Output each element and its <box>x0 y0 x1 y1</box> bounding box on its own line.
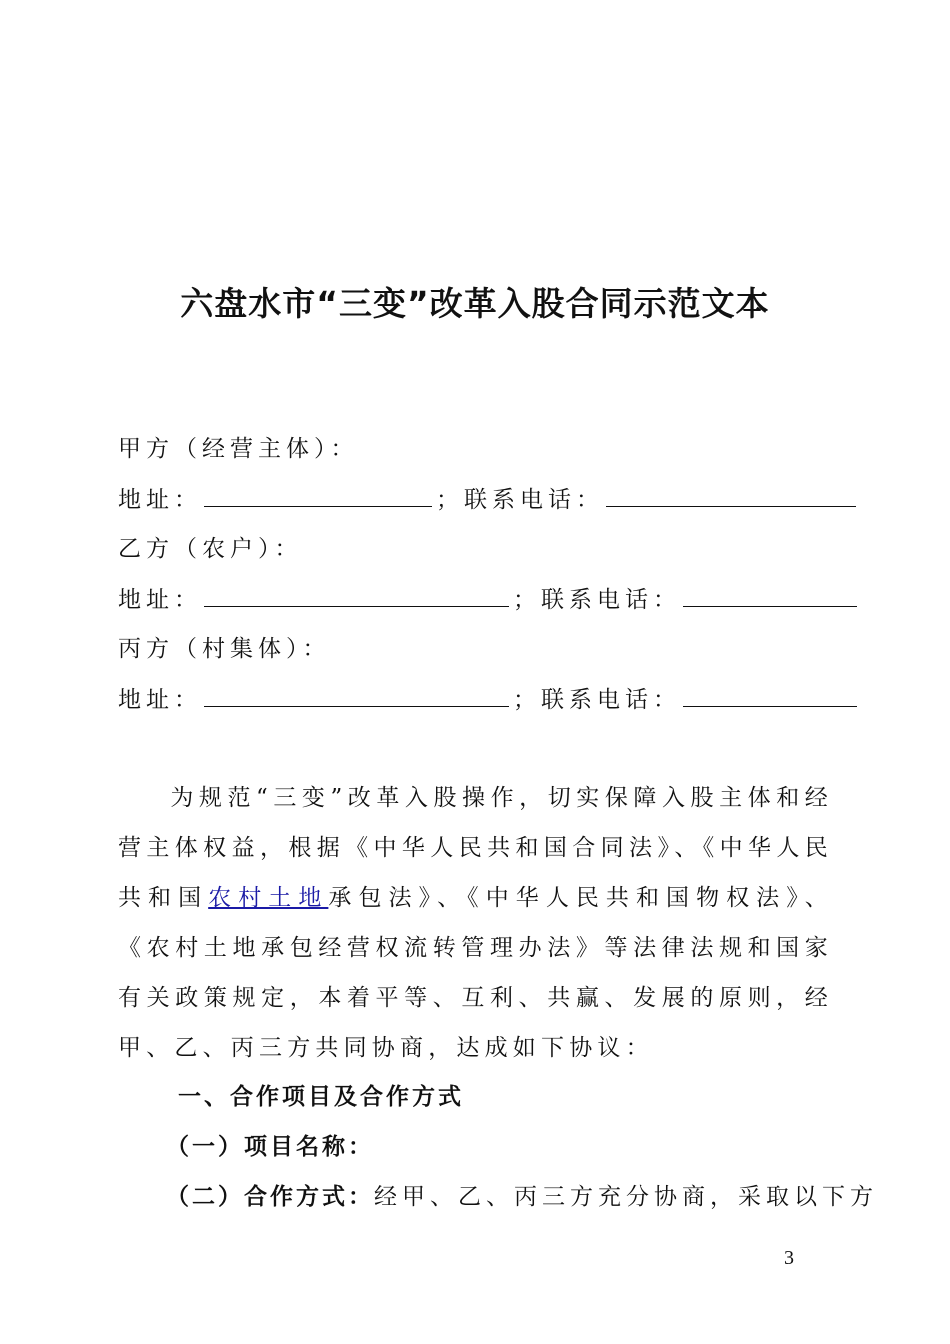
document-title: 六盘水市“三变”改革入股合同示范文本 <box>180 284 770 323</box>
party-c-phone-blank <box>683 682 857 707</box>
party-c-address-label: 地址： <box>118 687 202 713</box>
party-b-address-blank <box>204 582 509 607</box>
party-a-phone-blank <box>606 482 856 507</box>
party-a-phone-label: ；联系电话： <box>436 487 604 513</box>
section-1-heading: 一、合作项目及合作方式 <box>178 1084 464 1110</box>
item-2-label: （二）合作方式： <box>166 1184 374 1210</box>
party-c-phone-label: ；联系电话： <box>513 687 681 713</box>
party-a-label: 甲方（经营主体）： <box>118 436 359 462</box>
party-b-address-label: 地址： <box>118 587 202 613</box>
party-c-address-blank <box>204 682 509 707</box>
preamble-paragraph <box>118 773 833 1073</box>
party-b-phone-blank <box>683 582 857 607</box>
item-2-text: 经甲、乙、丙三方充分协商，采取以下方 <box>374 1184 878 1210</box>
item-2-cooperation-method <box>166 1180 878 1214</box>
item-1-project-name: （一）项目名称： <box>166 1134 374 1160</box>
party-a-address-blank <box>204 482 432 507</box>
party-a-address-label: 地址： <box>118 487 202 513</box>
party-a-contact-line <box>118 482 860 516</box>
party-b-contact-line <box>118 582 861 616</box>
party-c-contact-line <box>118 682 861 716</box>
party-b-label: 乙方（农户）： <box>118 536 303 562</box>
page-number: 3 <box>784 1247 794 1269</box>
preamble-text-2: 承包法》、《中华人民共和国物权法》、《农村土地承包经营权流转管理办法》等法律法规和国家有关政策规定，本着平等、互利、共赢、发展的原则，经甲、乙、丙三方共同协商，达成如下协议： <box>118 885 833 1061</box>
party-c-label: 丙方（村集体）： <box>118 636 331 662</box>
link-rural-land[interactable]: 农村土地 <box>208 885 329 911</box>
party-b-phone-label: ；联系电话： <box>513 587 681 613</box>
preamble-text-1: 为规范“三变”改革入股操作，切实保障入股主体和经营主体权益，根据《中华人民共和国合同法》、《中华人民共和国 <box>118 785 833 911</box>
